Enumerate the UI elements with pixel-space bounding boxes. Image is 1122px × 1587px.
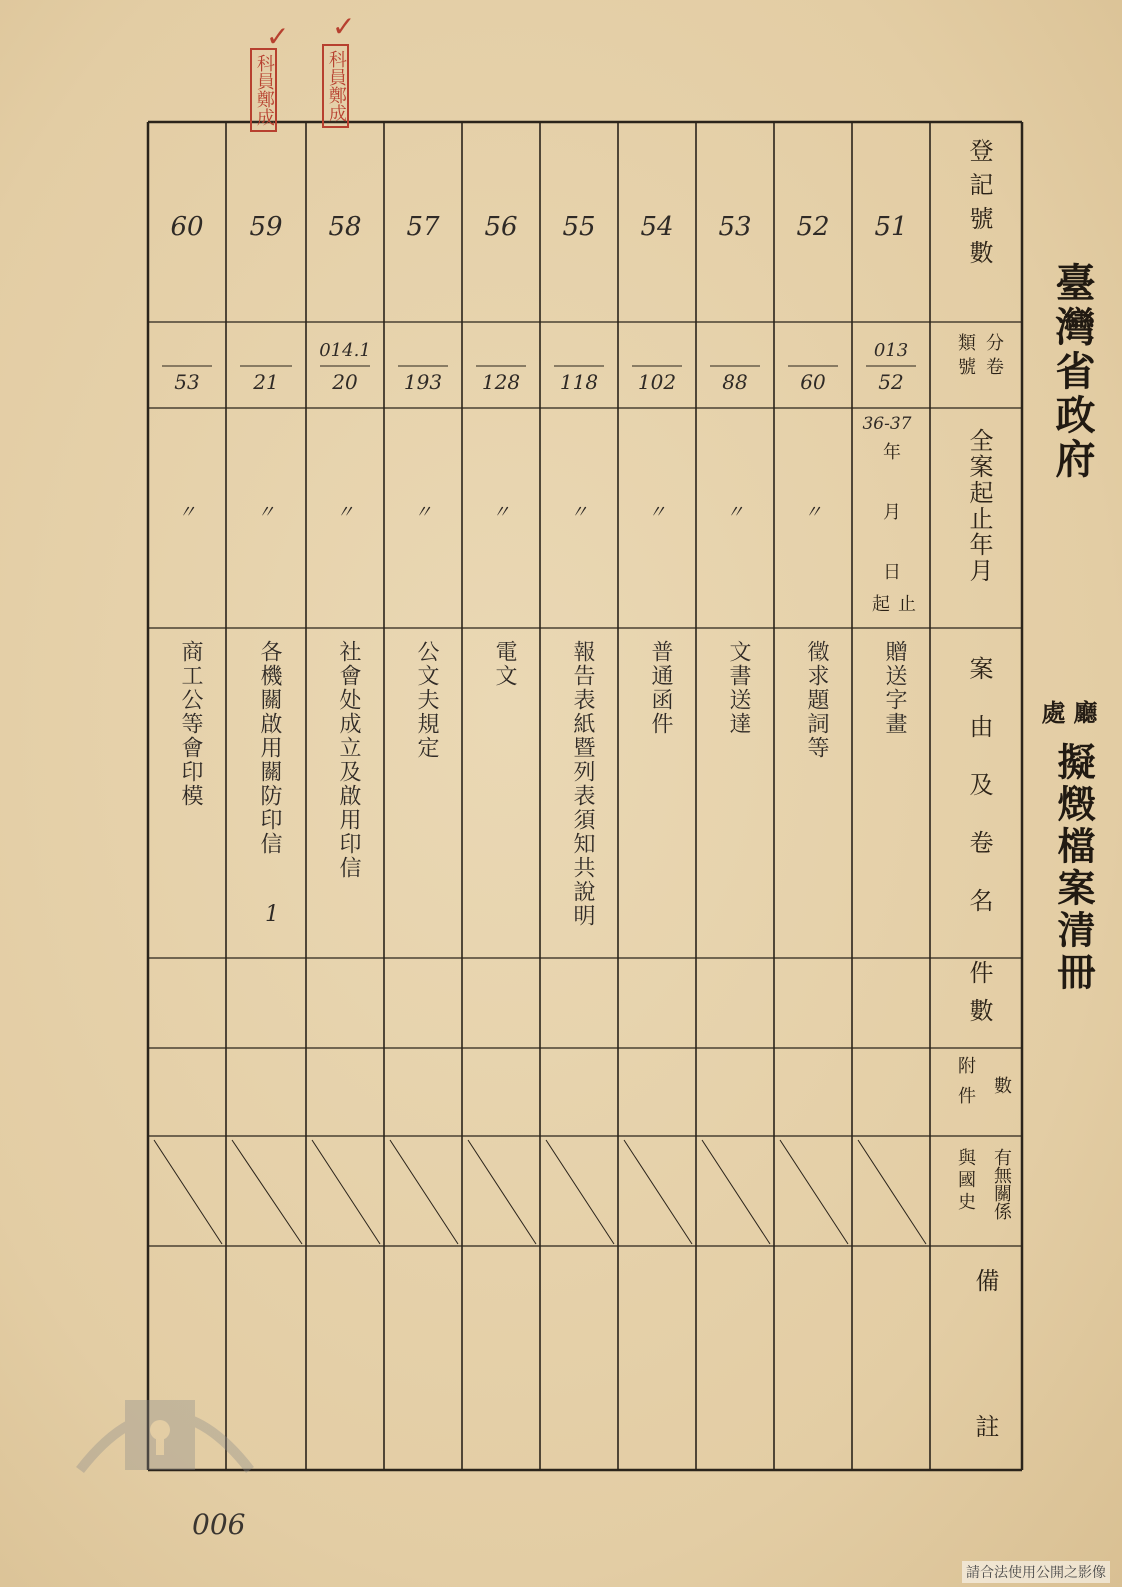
period-year-label: 年 — [880, 442, 901, 460]
class-number-bottom: 53 — [174, 370, 200, 394]
ditto-mark: 〃 — [257, 502, 275, 523]
diagonal-strike — [390, 1140, 458, 1244]
case-subject: 社會处成立及啟用印信 — [336, 640, 361, 880]
department-prefix-bottom: 處 — [1037, 700, 1066, 724]
registration-number: 57 — [406, 212, 440, 242]
class-number-bottom: 52 — [878, 370, 904, 394]
class-number-bottom: 193 — [403, 370, 443, 394]
diagonal-strike — [154, 1140, 222, 1244]
header-remarks-top: 備 — [971, 1268, 999, 1292]
header-subject: 案由及卷名 — [965, 656, 993, 946]
ditto-mark: 〃 — [726, 502, 744, 523]
class-number-top: 013 — [873, 340, 909, 361]
header-remarks-bottom: 註 — [971, 1414, 999, 1438]
period-end-label: 止 — [895, 594, 916, 612]
case-subject: 普通函件 — [648, 640, 673, 736]
period-years: 36-37 — [862, 414, 912, 434]
header-relation-b: 有無關係 — [991, 1148, 1012, 1220]
stamp-seal: 科員鄭成 — [250, 48, 277, 132]
diagonal-strike — [858, 1140, 926, 1244]
header-attachment-a: 附件 — [955, 1056, 976, 1116]
case-subject: 電文 — [492, 640, 517, 688]
diagonal-strike — [702, 1140, 770, 1244]
ditto-mark: 〃 — [804, 502, 822, 523]
diagonal-strike — [468, 1140, 536, 1244]
registration-number: 59 — [249, 212, 283, 242]
ditto-mark: 〃 — [336, 502, 354, 523]
ditto-mark: 〃 — [648, 502, 666, 523]
registration-number: 51 — [874, 212, 908, 242]
case-subject: 商工公等會印模 — [178, 640, 203, 808]
diagonal-strike — [312, 1140, 380, 1244]
registration-number: 52 — [796, 212, 830, 242]
period-start-label: 起 — [869, 594, 890, 612]
class-number-bottom: 102 — [637, 370, 677, 394]
case-subject: 徵求題詞等 — [804, 640, 829, 760]
class-number-bottom: 88 — [722, 370, 748, 394]
registration-number: 60 — [170, 212, 204, 242]
header-class-no-a: 分卷 — [983, 333, 1004, 381]
header-attachment-b: 數 — [991, 1076, 1012, 1094]
header-class-no-b: 類號 — [955, 333, 976, 381]
class-number-bottom: 128 — [481, 370, 521, 394]
ditto-mark: 〃 — [414, 502, 432, 523]
stamp-seal: 科員鄭成 — [322, 44, 349, 128]
ditto-mark: 〃 — [570, 502, 588, 523]
check-mark-icon: ✓ — [266, 20, 290, 53]
period-day-label: 日 — [880, 562, 901, 580]
diagonal-strike — [232, 1140, 302, 1244]
ditto-mark: 〃 — [178, 502, 196, 523]
class-number-top: 014.1 — [319, 340, 371, 361]
diagonal-strike — [624, 1140, 692, 1244]
archive-watermark-icon — [70, 1370, 260, 1480]
government-title: 臺灣省政府 — [1049, 262, 1096, 482]
class-number-bottom: 60 — [800, 370, 826, 394]
class-number-bottom: 20 — [332, 370, 358, 394]
header-relation-a: 與國史 — [955, 1148, 976, 1214]
registration-number: 58 — [328, 212, 362, 242]
registration-number: 54 — [640, 212, 674, 242]
registration-number: 55 — [562, 212, 596, 242]
register-title: 擬燬檔案清冊 — [1051, 742, 1096, 994]
diagonal-strike — [780, 1140, 848, 1244]
diagonal-strike — [546, 1140, 614, 1244]
check-mark-icon: ✓ — [332, 10, 356, 43]
case-subject: 贈送字畫 — [882, 640, 907, 736]
header-period: 全案起止年月 — [965, 428, 993, 584]
page-number: 006 — [192, 1508, 246, 1541]
case-subject: 各機關啟用關防印信 — [257, 640, 282, 856]
header-registration-number: 登記號數 — [965, 138, 993, 274]
period-month-label: 月 — [880, 502, 901, 520]
ditto-mark: 〃 — [492, 502, 510, 523]
class-number-bottom: 21 — [253, 370, 279, 394]
registration-number: 56 — [484, 212, 518, 242]
class-number-bottom: 118 — [559, 370, 599, 394]
registration-number: 53 — [718, 212, 752, 242]
department-prefix-top: 廳 — [1069, 700, 1098, 724]
case-subject: 報告表紙暨列表須知共說明 — [570, 640, 595, 928]
header-count: 件數 — [965, 960, 993, 1036]
row-59-count: 1 — [265, 902, 279, 927]
case-subject: 文書送達 — [726, 640, 751, 736]
usage-notice: 請合法使用公開之影像 — [962, 1561, 1110, 1583]
case-subject: 公文夫規定 — [414, 640, 439, 760]
